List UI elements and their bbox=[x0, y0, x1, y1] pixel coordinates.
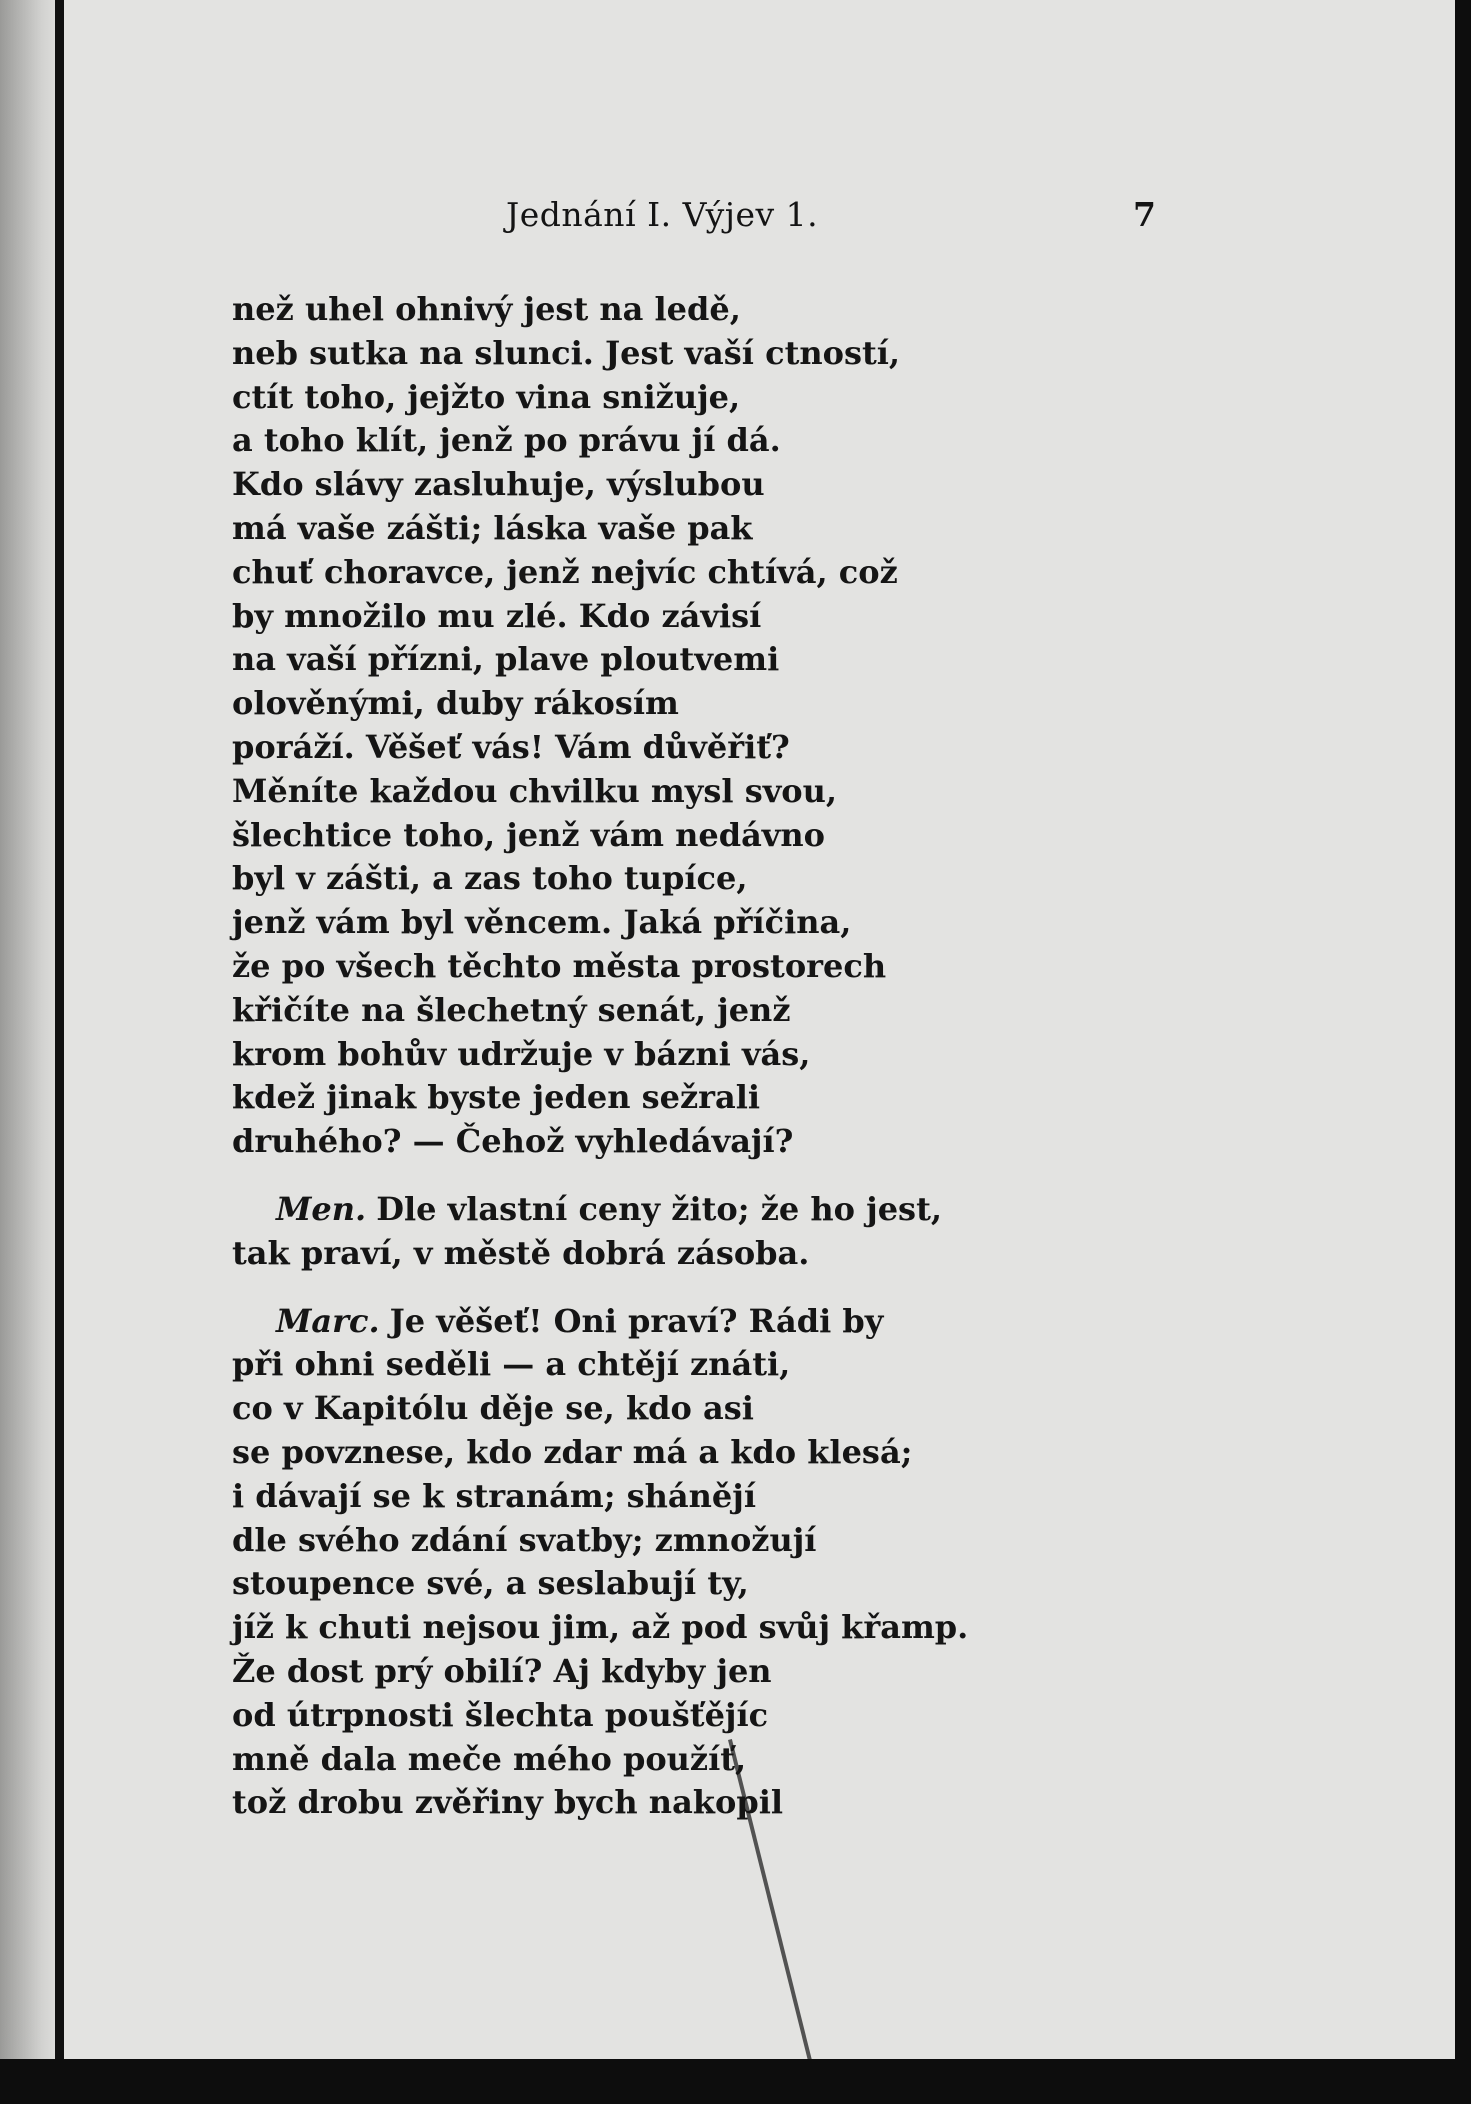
verse-line: tak praví, v městě dobrá zásoba. bbox=[232, 1233, 810, 1272]
speech-men bbox=[232, 1188, 1412, 1276]
verse-line: dle svého zdání svatby; zmnožují bbox=[232, 1520, 817, 1559]
verse-line: ctít toho, jejžto vina snižuje, bbox=[232, 377, 741, 416]
verse-line: se povznese, kdo zdar má a kdo klesá; bbox=[232, 1432, 913, 1471]
passage-continuation bbox=[232, 288, 1412, 1164]
scan-bottom-edge bbox=[0, 2059, 1471, 2104]
verse-line: Kdo slávy zasluhuje, výslubou bbox=[232, 465, 765, 504]
verse-line: stoupence své, a seslabují ty, bbox=[232, 1564, 749, 1603]
verse-line: co v Kapitólu děje se, kdo asi bbox=[232, 1389, 754, 1428]
verse-line: a toho klít, jenž po právu jí dá. bbox=[232, 421, 781, 460]
verse-line: tož drobu zvěřiny bych nakopil bbox=[232, 1783, 783, 1822]
page-number: 7 bbox=[1133, 195, 1156, 234]
verse-line: chuť choravce, jenž nejvíc chtívá, což bbox=[232, 552, 898, 591]
verse-line: jíž k chuti nejsou jim, až pod svůj křamp. bbox=[232, 1608, 969, 1647]
speech-first-line bbox=[232, 1300, 1412, 1344]
verse-line: kdež jinak byste jeden sežrali bbox=[232, 1078, 761, 1117]
verse-line: Měníte každou chvilku mysl svou, bbox=[232, 771, 838, 810]
verse-line: druhého? — Čehož vyhledávají? bbox=[232, 1122, 794, 1161]
page-binding-edge bbox=[55, 0, 64, 2060]
page-binding-shadow bbox=[0, 0, 60, 2104]
verse-line: by množilo mu zlé. Kdo závisí bbox=[232, 596, 762, 635]
running-title: Jednání I. Výjev 1. bbox=[506, 195, 819, 234]
running-header bbox=[0, 195, 1471, 245]
page-right-edge bbox=[1455, 0, 1471, 2104]
verse-line: křičíte na šlechetný senát, jenž bbox=[232, 990, 791, 1029]
verse-line-text: Je věšeť! Oni praví? Rádi by bbox=[389, 1301, 884, 1340]
verse-line: krom bohův udržuje v bázni vás, bbox=[232, 1034, 811, 1073]
verse-line: poráží. Věšeť vás! Vám důvěřiť? bbox=[232, 727, 790, 766]
verse-line: při ohni seděli — a chtějí znáti, bbox=[232, 1345, 791, 1384]
speaker-label: Marc. bbox=[276, 1301, 380, 1340]
verse-line: než uhel ohnivý jest na ledě, bbox=[232, 290, 741, 328]
speech-first-line bbox=[232, 1188, 1412, 1232]
verse-line-text: Dle vlastní ceny žito; že ho jest, bbox=[376, 1189, 942, 1228]
verse-line: byl v zášti, a zas toho tupíce, bbox=[232, 859, 748, 898]
verse-line: mně dala meče mého použíť, bbox=[232, 1739, 747, 1778]
verse-text bbox=[232, 288, 1412, 1825]
verse-line: olověnými, duby rákosím bbox=[232, 684, 679, 723]
speech-marc bbox=[232, 1300, 1412, 1826]
verse-line: jenž vám byl věncem. Jaká příčina, bbox=[232, 903, 852, 942]
verse-line: má vaše zášti; láska vaše pak bbox=[232, 508, 753, 547]
verse-line: na vaší přízni, plave ploutvemi bbox=[232, 640, 780, 679]
verse-line: od útrpnosti šlechta poušťějíc bbox=[232, 1695, 769, 1734]
verse-line: že po všech těchto města prostorech bbox=[232, 946, 887, 985]
verse-line: Že dost prý obilí? Aj kdyby jen bbox=[232, 1651, 772, 1690]
speaker-label: Men. bbox=[276, 1189, 367, 1228]
verse-line: i dávají se k stranám; shánějí bbox=[232, 1476, 757, 1515]
verse-line: neb sutka na slunci. Jest vaší ctností, bbox=[232, 333, 901, 372]
verse-line: šlechtice toho, jenž vám nedávno bbox=[232, 815, 825, 854]
